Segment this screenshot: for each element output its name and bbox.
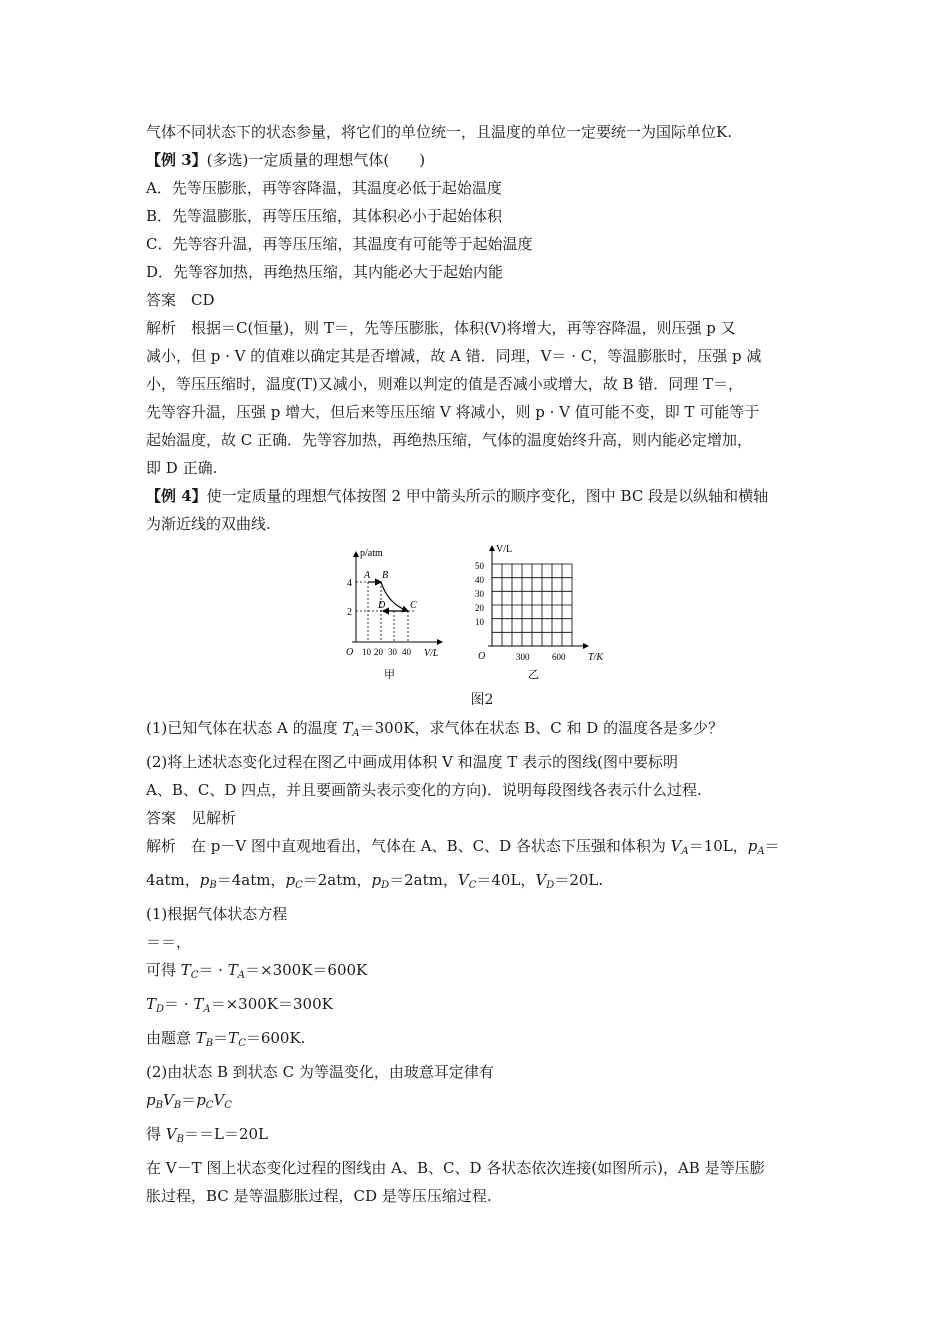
text-line: (1)已知气体在状态 A 的温度 $T_A=300K$，求气体在状态 B、C 和 D 的温度各是多少？ [146,719,724,739]
y-tick: 2 [347,607,352,618]
analysis-line: 先等容升温，压强 p 增大，但后来等压压缩 V 将减小，则 p · V 值可能不变，即 T 可能等于 [146,403,760,421]
figure-2 [146,542,818,684]
point-c-label: C [410,600,417,611]
example-4-heading [146,482,818,510]
x-tick: 30 [388,647,397,657]
text-line: 4atm，$p_B=4atm$，$p_C=2atm$，$p_D=2atm$，$V_C=40L$，$V_D=20L$. [146,871,604,891]
origin-label: O [346,647,354,658]
y-axis-label: p/atm [360,548,383,559]
origin-label: O [478,651,486,662]
example-tag: 【例 3】 [146,151,207,169]
example-4-question-cont: 为渐近线的双曲线. [146,515,271,533]
x-axis-label: T/K [588,652,604,663]
text-line: (1)根据气体状态方程 [146,905,288,923]
text-line: 在 V－T 图上状态变化过程的图线由 A、B、C、D 各状态依次连接(如图所示)，AB 是等压膨 [146,1159,765,1177]
text-line: (2)由状态 B 到状态 C 为等温变化，由玻意耳定律有 [146,1063,494,1081]
text-line: 可得 $T_C= \cdot T_A=\times 300K=600K$ [146,961,368,981]
y-tick: 20 [475,603,484,613]
example-3-heading [146,146,818,174]
text-line: $T_D= \cdot T_A=\times 300K=300K$ [146,995,333,1015]
grid [492,564,572,646]
analysis-line: 解析 根据＝C(恒量)，则 T＝，先等压膨胀，体积(V)将增大，再等容降温，则压强 p 又 [146,319,736,337]
point-a-label: A [364,570,371,581]
option-b: B．先等温膨胀，再等压压缩，其体积必小于起始体积 [146,207,503,225]
text-line: 解析 在 p－V 图中直观地看出，气体在 A、B、C、D 各状态下压强和体积为 $V_A=10L$，$p_A=$ [146,837,780,857]
text-line: A、B、C、D 四点，并且要画箭头表示变化的方向)．说明每段图线各表示什么过程. [146,781,702,799]
analysis-line: 即 D 正确. [146,459,218,477]
point-b-label: B [382,570,389,581]
pv-graph [334,542,449,682]
analysis-line: 减小，但 p · V 的值难以确定其是否增减，故 A 错．同理，V＝ · C，等温膨胀时，压强 p 减 [146,347,762,365]
option-a: A．先等压膨胀，再等容降温，其温度必低于起始温度 [146,179,502,197]
text-line: ＝＝， [146,933,192,951]
text-line: $p_BV_B=p_CV_C$ [146,1091,232,1111]
point-d-label: D [378,600,386,611]
text-line: 答案 见解析 [146,809,237,827]
text-line: (2)将上述状态变化过程在图乙中画成用体积 V 和温度 T 表示的图线(图中要标明 [146,753,679,771]
x-tick: 40 [402,647,411,657]
example-tag: 【例 4】 [146,487,207,505]
figure-caption: 图2 [470,692,494,708]
answer-line: 答案 CD [146,291,215,309]
x-tick: 20 [374,647,383,657]
figure-label-yi: 乙 [528,669,539,681]
text-line: 得 $V_B==L=20L$ [146,1125,268,1145]
figure-label-jia: 甲 [384,669,395,681]
vt-graph [474,542,614,682]
example-3-question: (多选)一定质量的理想气体( ) [206,151,426,169]
text-line: 气体不同状态下的状态参量，将它们的单位统一，且温度的单位一定要统一为国际单位K. [146,123,732,141]
x-tick: 600 [552,652,566,662]
y-tick: 40 [475,575,484,585]
y-tick: 50 [475,561,484,571]
y-tick: 30 [475,589,484,599]
y-tick: 4 [347,578,352,589]
x-tick: 300 [516,652,530,662]
text-line: 胀过程，BC 是等温膨胀过程，CD 是等压压缩过程. [146,1187,492,1205]
document-page [146,118,818,1210]
y-tick: 10 [475,617,484,627]
text-line: 由题意 $T_B=T_C=600K$. [146,1029,306,1049]
analysis-line: 小，等压压缩时，温度(T)又减小，则难以判定的值是否减小或增大，故 B 错．同理 T＝， [146,375,744,393]
option-c: C．先等容升温，再等压压缩，其温度有可能等于起始温度 [146,235,533,253]
x-axis-label: V/L [424,648,439,659]
analysis-line: 起始温度，故 C 正确．先等容加热，再绝热压缩，气体的温度始终升高，则内能必定增加， [146,431,753,449]
option-d: D．先等容加热，再绝热压缩，其内能必大于起始内能 [146,263,504,281]
x-tick: 10 [362,647,371,657]
y-axis-label: V/L [496,544,513,555]
example-4-question: 使一定质量的理想气体按图 2 甲中箭头所示的顺序变化，图中 BC 段是以纵轴和横轴 [206,487,769,505]
after-figure-text [146,714,818,1210]
